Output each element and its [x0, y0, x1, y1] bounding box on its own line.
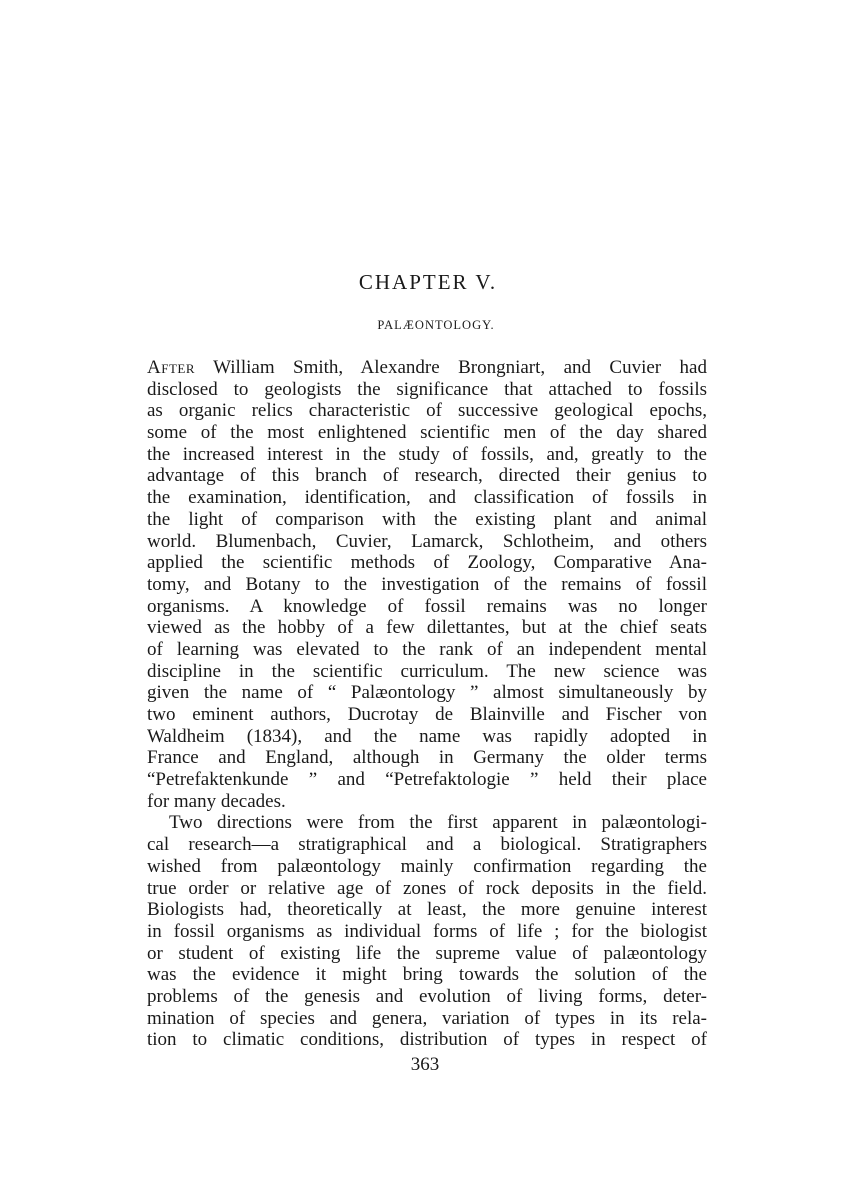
text-line: cal research—a stratigraphical and a biological. Stratigraphers	[147, 834, 707, 856]
chapter-subtitle: PALÆONTOLOGY.	[377, 318, 495, 332]
text-line: was the evidence it might bring towards the solution of the	[147, 964, 707, 986]
text-line: Waldheim (1834), and the name was rapidly adopted in	[147, 725, 707, 747]
text-line: for many decades.	[147, 790, 286, 812]
text-line: France and England, although in Germany the older terms	[147, 747, 707, 769]
text-line: disclosed to geologists the significance that attached to fossils	[147, 378, 707, 400]
text-line: problems of the genesis and evolution of living forms, deter-	[147, 985, 707, 1007]
lead-word: After	[147, 357, 196, 378]
text-line: two eminent authors, Ducrotay de Blainville and Fischer von	[147, 704, 707, 725]
text-line: Biologists had, theoretically at least, the more genuine interest	[147, 899, 707, 921]
text-line: “Petrefaktenkunde ” and “Petrefaktologie ” held their place	[147, 769, 707, 791]
page-number: 363	[410, 1054, 440, 1075]
text-line: advantage of this branch of research, directed their genius to	[147, 465, 707, 487]
paragraph-1	[147, 357, 707, 812]
text-line: the light of comparison with the existing plant and animal	[147, 508, 707, 530]
text-line: tion to climatic conditions, distribution of types in respect of	[147, 1029, 707, 1051]
text-line: given the name of “ Palæontology ” almost simultaneously by	[147, 682, 707, 704]
text-line: true order or relative age of zones of rock deposits in the field.	[147, 877, 707, 899]
text-line: organisms. A knowledge of fossil remains was no longer	[147, 595, 707, 617]
text-line: in fossil organisms as individual forms of life ; for the biologist	[147, 920, 707, 942]
text-line: mination of species and genera, variation of types in its rela-	[147, 1007, 707, 1029]
text-line: viewed as the hobby of a few dilettantes, but at the chief seats	[147, 617, 707, 639]
text-line: the increased interest in the study of fossils, and, greatly to the	[147, 443, 707, 465]
text-line: or student of existing life the supreme value of palæontology	[147, 942, 707, 964]
text-line: After William Smith, Alexandre Brongniart, and Cuvier had	[147, 357, 707, 378]
text-line: Two directions were from the first apparent in palæontologi-	[169, 812, 707, 834]
text-line: world. Blumenbach, Cuvier, Lamarck, Schlotheim, and others	[147, 530, 707, 552]
text-line: as organic relics characteristic of successive geological epochs,	[147, 400, 707, 422]
paragraph-2	[147, 812, 707, 1051]
text-line: the examination, identification, and classification of fossils in	[147, 487, 707, 509]
text-line: wished from palæontology mainly confirmation regarding the	[147, 855, 707, 877]
text-line: applied the scientific methods of Zoology, Comparative Ana-	[147, 552, 707, 574]
text-line: tomy, and Botany to the investigation of the remains of fossil	[147, 573, 707, 595]
text-line: discipline in the scientific curriculum. The new science was	[147, 660, 707, 682]
body-text	[147, 357, 707, 1051]
text-line: some of the most enlightened scientific men of the day shared	[147, 422, 707, 444]
text-line: of learning was elevated to the rank of an independent mental	[147, 638, 707, 660]
chapter-title: CHAPTER V.	[358, 270, 498, 294]
